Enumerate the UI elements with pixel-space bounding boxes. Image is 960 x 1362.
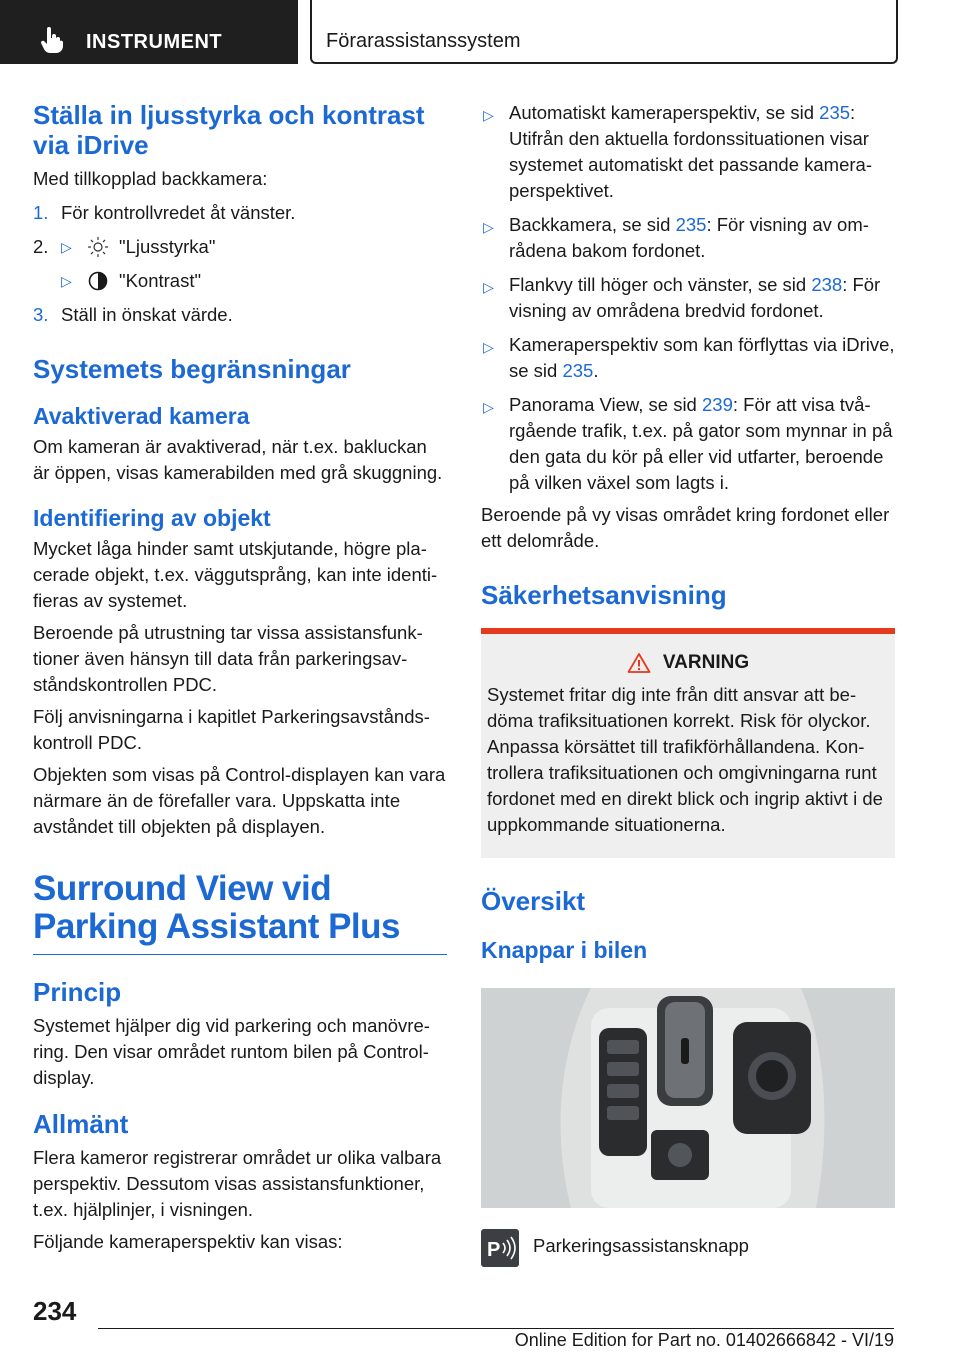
warning-box xyxy=(481,628,895,858)
heading-brightness: Ställa in ljusstyrka och kontrast via iDrive xyxy=(33,100,425,160)
paragraph: Beroende på vy visas området kring fordonet eller ett delområde. xyxy=(481,504,890,551)
substep-brightness: ▷ "Ljusstyrka" xyxy=(61,236,216,257)
paragraph: Mycket låga hinder samt utskjutande, högre placerade objekt, t.ex. väggutsprång, kan inte identifieras av systemet. xyxy=(33,538,438,611)
page-link[interactable]: 235 xyxy=(819,102,851,123)
heading-safety: Säkerhetsanvisning xyxy=(481,580,727,610)
chapter-title: INSTRUMENT xyxy=(86,31,223,53)
paragraph: Om kameran är avaktiverad, när t.ex. bakluckan är öppen, visas kamerabilden med grå skuggning. xyxy=(33,436,443,483)
paragraph: Följande kameraperspektiv kan visas: xyxy=(33,1231,343,1252)
heading-limits: Systemets begränsningar xyxy=(33,354,351,384)
page-link[interactable]: 239 xyxy=(702,394,733,415)
section-title: Förarassistanssystem xyxy=(326,30,521,52)
step-2: 2. ▷ "Ljusstyrka" ▷ "Kontrast" xyxy=(33,234,447,294)
paragraph: Flera kameror registrerar området ur olika valbara perspektiv. Dessutom visas assistansfunktioner, t.ex. hjälplinjer, i visningen. xyxy=(33,1147,442,1220)
list-item: ▷ Kameraperspektiv som kan förflyttas via iDrive, se sid 235. xyxy=(483,334,895,381)
page-link[interactable]: 235 xyxy=(562,360,594,381)
heading-principle: Princip xyxy=(33,977,122,1007)
page-number: 234 xyxy=(33,1296,77,1326)
page-link[interactable]: 238 xyxy=(811,274,843,295)
paragraph: Systemet hjälper dig vid parkering och manövrering. Den visar området runtom bilen på Control-display. xyxy=(33,1015,430,1088)
contrast-icon xyxy=(87,270,109,292)
triangle-bullet-icon: ▷ xyxy=(483,339,494,355)
heading-buttons: Knappar i bilen xyxy=(481,937,648,963)
paragraph: Objekten som visas på Control-displayen kan vara närmare än de förefaller vara. Uppskatta inte avståndet till objekten på displayen. xyxy=(33,764,446,837)
heading-general: Allmänt xyxy=(33,1109,129,1139)
triangle-bullet-icon: ▷ xyxy=(483,279,494,295)
list-item: ▷ Flankvy till höger och vänster, se sid 238: För visning av områdena bredvid fordonet. xyxy=(483,274,881,321)
triangle-bullet-icon: ▷ xyxy=(483,107,494,123)
triangle-bullet-icon: ▷ xyxy=(483,219,494,235)
right-column xyxy=(481,100,895,1267)
list-item: ▷ Automatiskt kameraperspektiv, se sid 235: Utifrån den aktuella fordonssituationen visar systemet automatiskt det passande kameraperspektivet. xyxy=(483,102,872,201)
center-console-photo xyxy=(481,988,895,1208)
button-legend xyxy=(481,1229,895,1267)
section-tab xyxy=(310,0,898,64)
sun-icon xyxy=(87,236,109,258)
paragraph: Med tillkopplad backkamera: xyxy=(33,168,268,189)
edition-info: Online Edition for Part no. 01402666842 - VI/19 xyxy=(514,1330,894,1350)
chapter-tab xyxy=(0,0,298,64)
triangle-bullet-icon: ▷ xyxy=(61,272,72,289)
triangle-bullet-icon: ▷ xyxy=(483,399,494,415)
triangle-bullet-icon: ▷ xyxy=(61,238,72,255)
left-column xyxy=(33,100,447,1255)
paragraph: Följ anvisningarna i kapitlet Parkeringsavståndskontroll PDC. xyxy=(33,706,430,753)
hand-pointer-icon xyxy=(38,26,66,54)
heading-identify: Identifiering av objekt xyxy=(33,505,271,531)
footer-rule xyxy=(98,1328,894,1329)
step-1: 1. För kontrollvredet åt vänster. xyxy=(33,202,296,223)
heading-deactivated: Avaktiverad kamera xyxy=(33,403,250,429)
step-3: 3. Ställ in önskat värde. xyxy=(33,304,233,325)
button-label: Parkeringsassistansknapp xyxy=(533,1235,749,1256)
svg-text:P: P xyxy=(487,1239,501,1261)
warning-text: Systemet fritar dig inte från ditt ansvar att bedöma trafiksituationen korrekt. Risk för olyckor. Anpassa körsättet till trafikförhållandena. Kontrollera trafiksituationen och omgivningarna runt fordonet med en direkt blick och ingrip aktivt i de uppkommande situationerna. xyxy=(487,684,883,835)
warning-triangle-icon xyxy=(627,652,651,674)
list-item: ▷ Panorama View, se sid 239: För att visa tvårgående trafik, t.ex. på gator som mynnar in på den gata du kör på eller vid utfarter, beroende på vilken växel som lagts i. xyxy=(483,394,893,493)
heading-surround-view: Surround View vid Parking Assistant Plus xyxy=(33,869,400,946)
list-item: ▷ Backkamera, se sid 235: För visning av områdena bakom fordonet. xyxy=(483,214,869,261)
substep-contrast: ▷ "Kontrast" xyxy=(61,270,202,291)
warning-title: VARNING xyxy=(487,650,889,676)
parking-assist-button-icon xyxy=(481,1229,519,1267)
page-link[interactable]: 235 xyxy=(675,214,707,235)
heading-overview: Översikt xyxy=(481,886,586,916)
paragraph: Beroende på utrustning tar vissa assistansfunktioner även hänsyn till data från parkeringsavståndskontrollen PDC. xyxy=(33,622,423,695)
